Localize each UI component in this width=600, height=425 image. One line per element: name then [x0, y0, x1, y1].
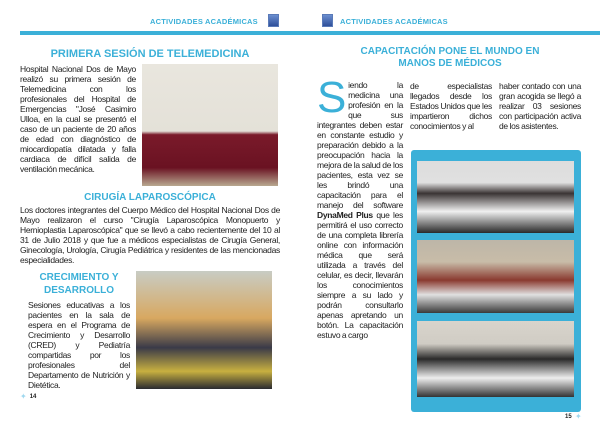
dropcap: S: [317, 73, 347, 122]
article-title-cirugia: CIRUGÍA LAPAROSCÓPICA: [84, 192, 216, 203]
hospital-logo-icon: [268, 14, 279, 27]
col1-text: iendo la medicina una profesión en la que sus integrantes deben estar en constante estudio y preparación debido a la preocupación hacia la mejora de la salud de los pacientes, esta vez se les brindó una capacitación para el manejo del software: [317, 80, 403, 210]
software-name: DynaMed Plus: [317, 210, 373, 220]
article-body-col3: haber contado con una gran acogida se llegó a realizar 03 sesiones con participación activa de los asistentes.: [499, 81, 581, 131]
header-rule: [300, 31, 600, 35]
article-telemedicina: [20, 64, 280, 186]
article-body-cirugia: Los doctores integrantes del Cuerpo Médico del Hospital Nacional Dos de Mayo realizaron el curso "Cirugía Laparoscópica Monopuerto y Hernioplastia Laparoscópica" que se llevó a cabo recientemente del 10 al 31 de Julio 2018 y que fue a médicos especialistas de Cirugía General, Ginecología, Urología, Cirugía Pediátrica y residentes de las mencionadas especialidades.: [20, 205, 280, 265]
hospital-logo-icon: [322, 14, 333, 27]
page-number-right: 15: [565, 414, 572, 420]
article-body-telemedicina: Hospital Nacional Dos de Mayo realizó su primera sesión de Telemedicina con los profesionales del Hospital de Emergencias "José Casimiro Ulloa, en la cual se presentó el caso de un paciente de 20 años de edad con diagnóstico de miocardiopatía dilatada y falla cardiaca de difícil salida de ventilación mecánica.: [20, 64, 136, 174]
col1-text-cont: que les permitirá el uso correcto de una completa librería online con información médica que será utilizada a través del celular, es decir, llevarán los conocimientos siempre a su lado y podrán consultarlo apenas apretando un botón. La capacitación estuvo a cargo: [317, 210, 403, 340]
article-title-telemedicina: PRIMERA SESIÓN DE TELEMEDICINA: [50, 48, 250, 60]
left-page-content: [20, 44, 280, 401]
star-icon: ✦: [20, 392, 27, 401]
article-body-col1: [317, 73, 403, 340]
article-crecimiento: [20, 271, 280, 390]
header-rule: [20, 31, 300, 35]
group-photo-3: [417, 321, 574, 397]
article-title-crecimiento: CRECIMIENTO Y DESARROLLO: [39, 272, 119, 296]
article-body-crecimiento: Sesiones educativas a los pacientes en la sala de espera en el Programa de Crecimiento y Desarrollo (CRED) y Pediatría compartidas por los profesionales del Departamento de Nutrición y Dietética.: [28, 300, 130, 390]
article-body-col2: de especialistas llegados desde los Estados Unidos que les impartieron dichos conocimientos y al: [410, 81, 492, 131]
telemedicine-session-photo: [142, 64, 278, 186]
section-header-right: ACTIVIDADES ACADÉMICAS: [340, 17, 448, 26]
article-title-capacitacion: CAPACITACIÓN PONE EL MUNDO EN MANOS DE MÉDICOS: [360, 46, 540, 69]
page-number-left: 14: [29, 393, 37, 400]
crecimiento-session-photo: [136, 271, 272, 389]
section-header-left: ACTIVIDADES ACADÉMICAS: [150, 17, 258, 26]
star-icon: ✦: [575, 412, 582, 421]
group-photo-1: [417, 161, 574, 233]
left-footer: [20, 392, 280, 401]
crecimiento-text-column: [20, 271, 130, 390]
group-photo-2: [417, 240, 574, 313]
